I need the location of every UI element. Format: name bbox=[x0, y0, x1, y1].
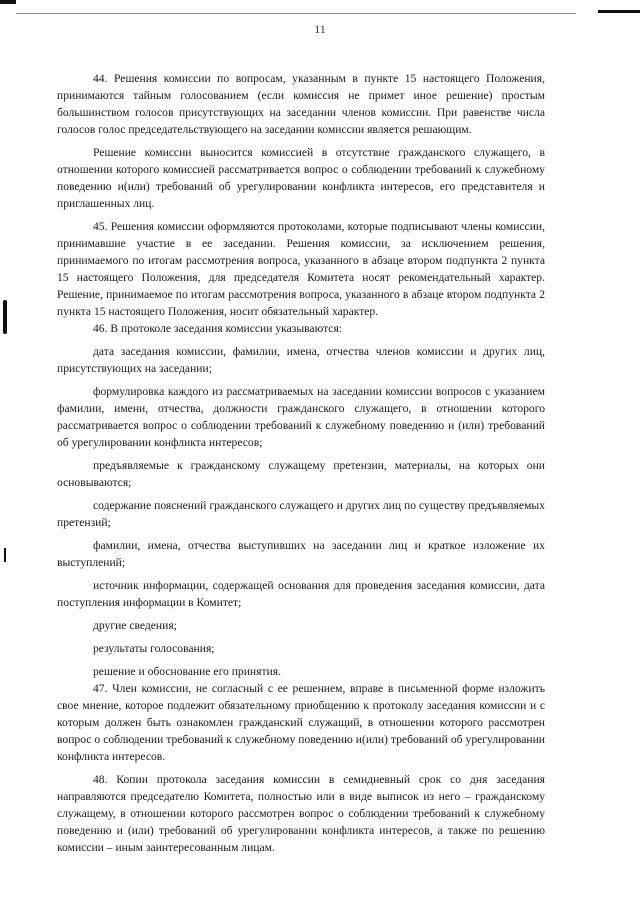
scan-artifact-top-left bbox=[0, 0, 16, 4]
protocol-item-explanations: содержание пояснений гражданского служащего и других лиц по существу предъявляемых претензий; bbox=[57, 499, 545, 529]
paragraph-44: 44. Решения комиссии по вопросам, указанным в пункте 15 настоящего Положения, принимаются тайным голосованием (если комиссия не примет иное решение) простым большинством голосов присутствующих на заседании членов комиссии. При равенстве числа голосов голос председательствующего на заседании комиссии является решающим. bbox=[57, 72, 545, 136]
document-body bbox=[57, 70, 545, 856]
page-number: 11 bbox=[314, 22, 326, 36]
protocol-item-other: другие сведения; bbox=[93, 619, 177, 632]
scan-artifact-top-right bbox=[598, 10, 640, 13]
protocol-item-speakers: фамилии, имена, отчества выступивших на заседании лиц и краткое изложение их выступлений; bbox=[57, 539, 545, 569]
protocol-item-decision: решение и обоснование его принятия. bbox=[93, 665, 281, 678]
paragraph-47: 47. Член комиссии, не согласный с ее решением, вправе в письменной форме изложить свое мнение, которое подлежит обязательному приобщению к протоколу заседания комиссии и с которым должен быть ознакомлен гражданский служащий, в отношении которого рассмотрен вопрос о соблюдении требований к служебному поведению и(или) требований об урегулировании конфликта интересов. bbox=[57, 682, 545, 763]
protocol-item-source: источник информации, содержащей основания для проведения заседания комиссии, дата поступления информации в Комитет; bbox=[57, 579, 545, 609]
protocol-item-vote: результаты голосования; bbox=[93, 642, 215, 655]
paragraph-46: 46. В протоколе заседания комиссии указываются: bbox=[93, 322, 342, 335]
scan-artifact-left-edge bbox=[3, 300, 7, 334]
protocol-item-claims: предъявляемые к гражданскому служащему претензии, материалы, на которых они основываются; bbox=[57, 459, 545, 489]
protocol-item-wording: формулировка каждого из рассматриваемых на заседании комиссии вопросов с указанием фамилии, имени, отчества, должности гражданского служащего, в отношении которого рассматривается вопрос о соблюдении требований к служебному поведению и (или) требований об урегулировании конфликта интересов; bbox=[57, 385, 545, 449]
protocol-item-date: дата заседания комиссии, фамилии, имена, отчества членов комиссии и других лиц, присутствующих на заседании; bbox=[57, 345, 545, 375]
paragraph-44-decision: Решение комиссии выносится комиссией в отсутствие гражданского служащего, в отношении которого комиссией рассматривается вопрос о соблюдении требований к служебному поведению и(или) требований об урегулировании конфликта интересов, его представителя и приглашенных лиц. bbox=[57, 146, 545, 210]
paragraph-48: 48. Копии протокола заседания комиссии в семидневный срок со дня заседания направляются председателю Комитета, полностью или в виде выписок из него – гражданскому служащему, в отношении которого рассмотрен вопрос о соблюдении требований к служебному поведению и (или) требований об урегулировании конфликта интересов, а также по решению комиссии – иным заинтересованным лицам. bbox=[57, 773, 545, 854]
scan-artifact-top-line bbox=[16, 13, 576, 14]
scan-artifact-left-edge-small bbox=[4, 548, 6, 562]
paragraph-45: 45. Решения комиссии оформляются протоколами, которые подписывают члены комиссии, принимавшие участие в ее заседании. Решения комиссии, за исключением решения, принимаемого по итогам рассмотрения вопроса, указанного в абзаце втором подпункта 2 пункта 15 настоящего Положения, для председателя Комитета носят рекомендательный характер. Решение, принимаемое по итогам рассмотрения вопроса, указанного в абзаце втором подпункта 2 пункта 15 настоящего Положения, носит обязательный характер. bbox=[57, 220, 545, 318]
